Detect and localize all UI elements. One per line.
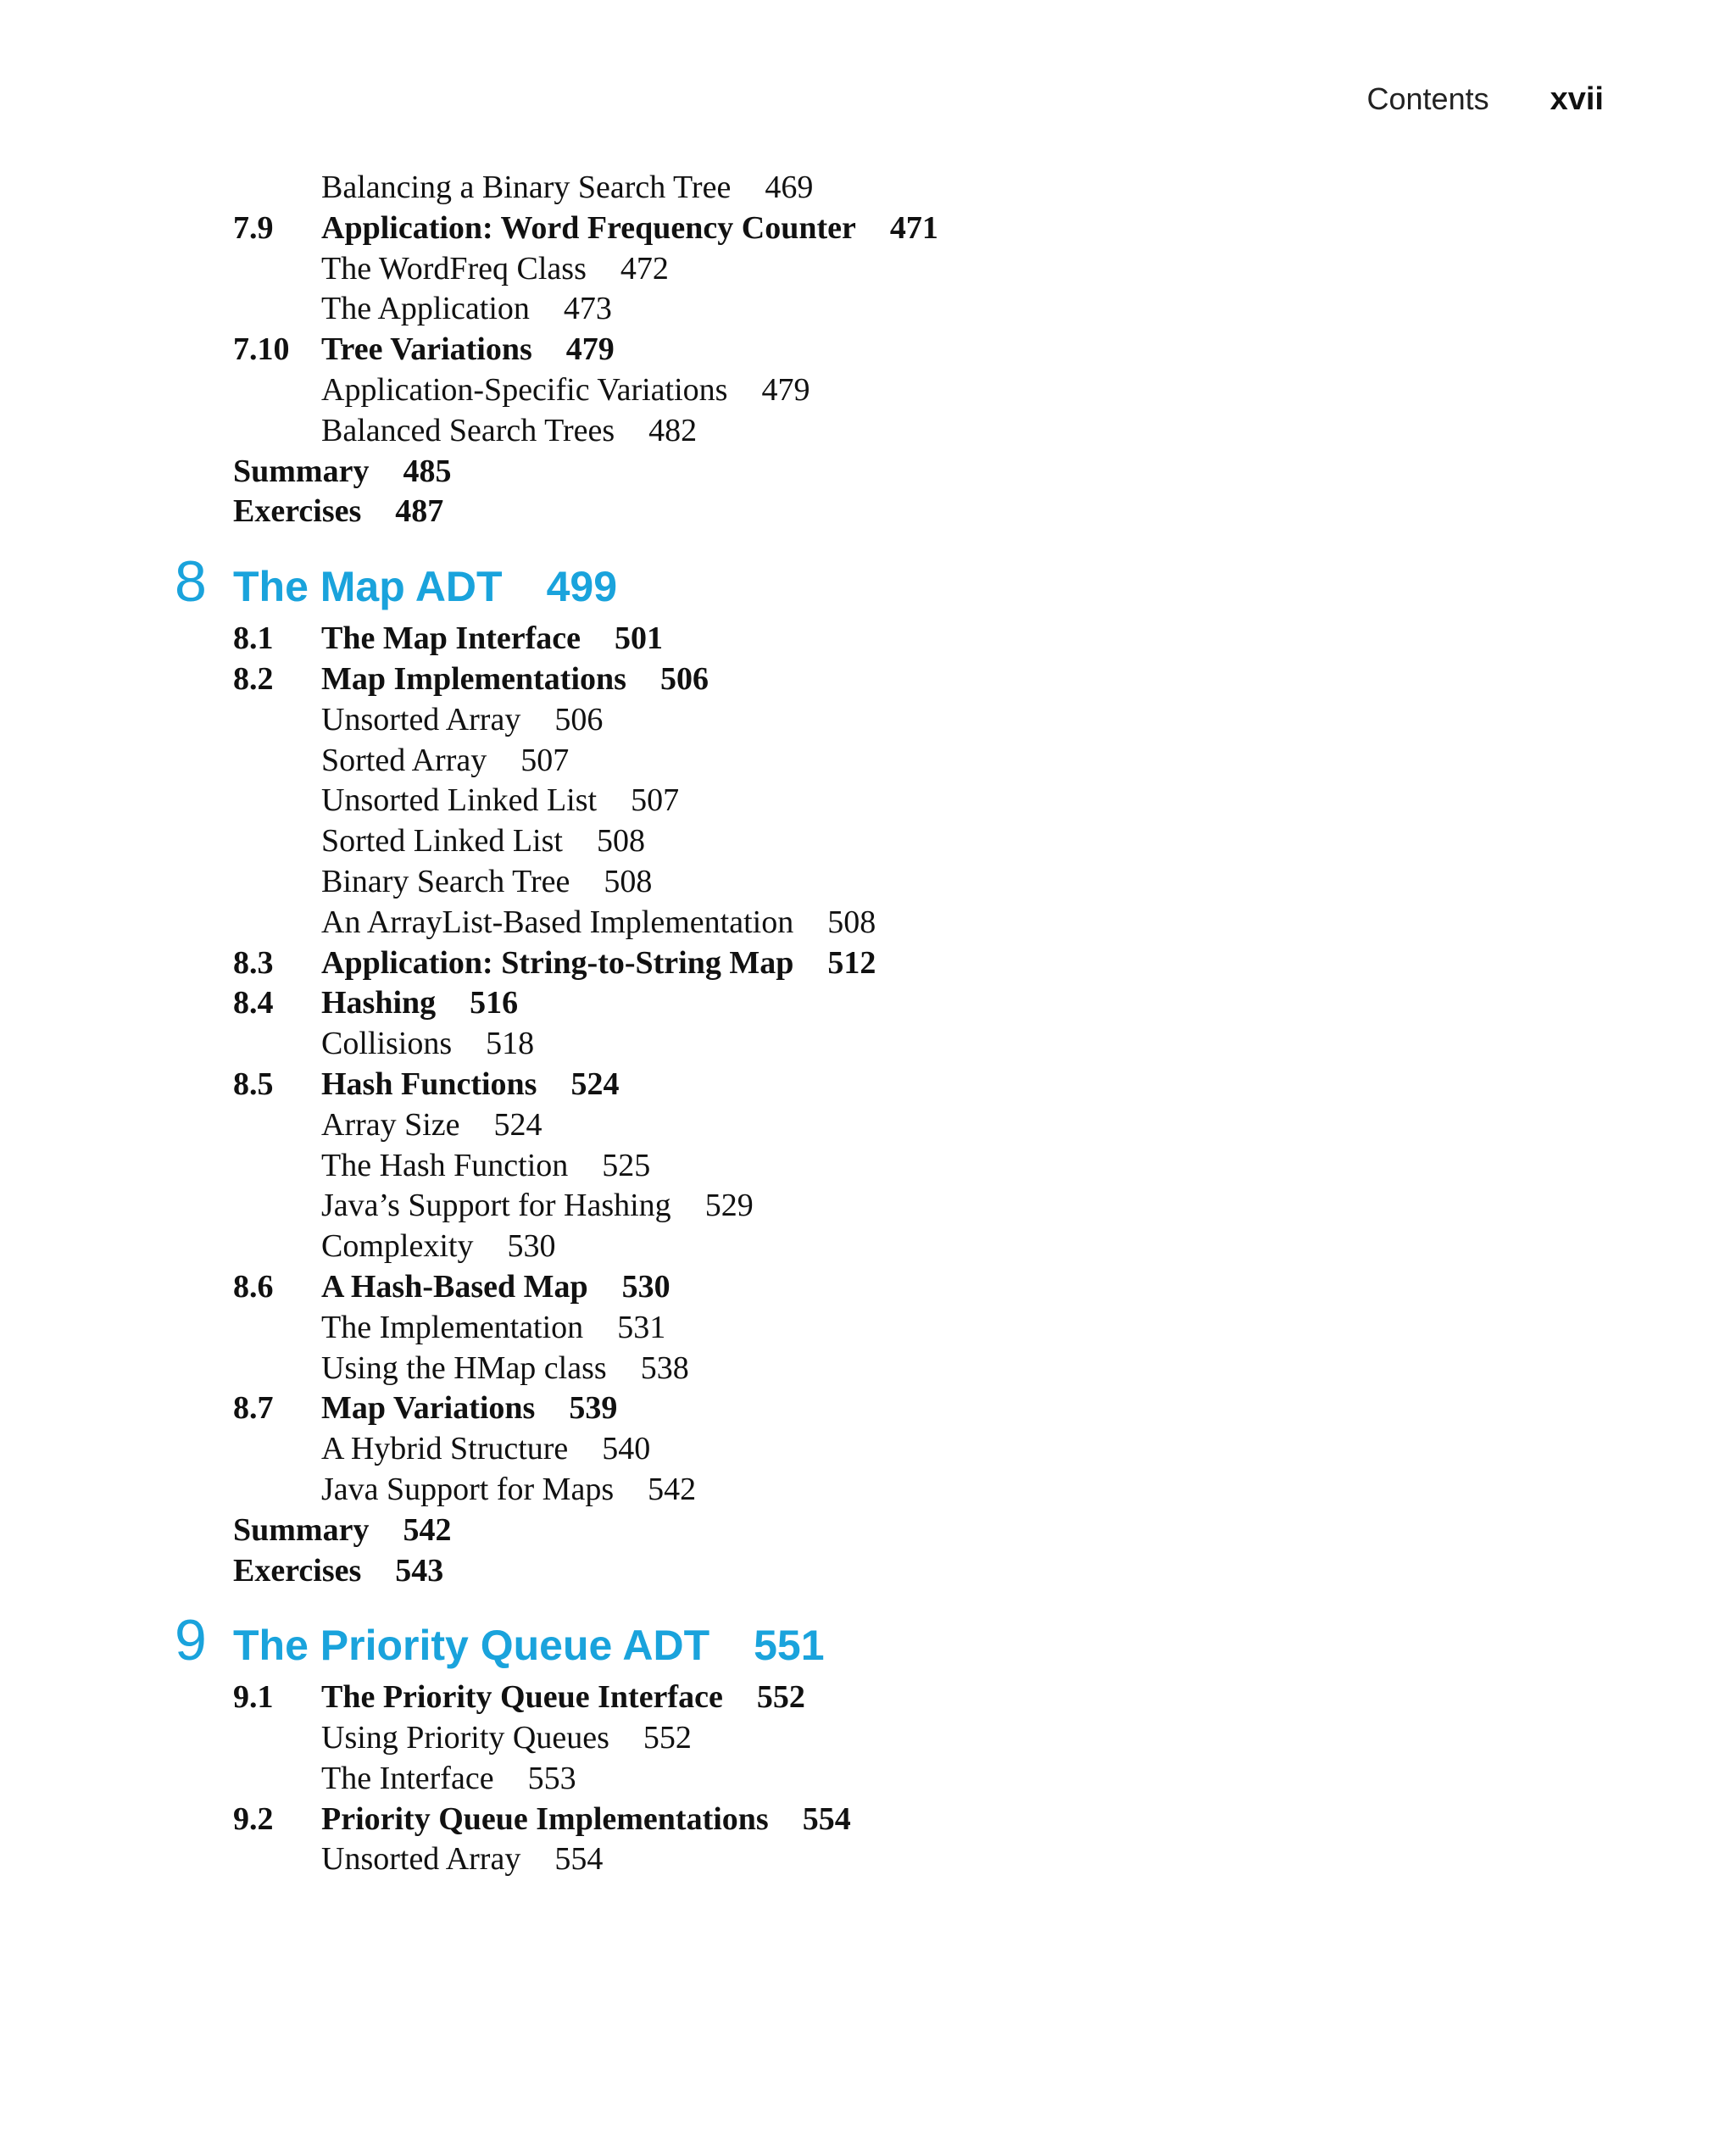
toc-page: 529 (704, 1188, 754, 1224)
toc-subsection (0, 903, 1736, 943)
toc-title: Unsorted Linked List (321, 782, 598, 819)
chapter-heading (0, 548, 1736, 615)
toc-subsection (0, 862, 1736, 903)
toc-page: 485 (403, 453, 452, 489)
toc-page: 473 (563, 291, 612, 327)
toc-title: Summary (233, 453, 370, 489)
toc-title: An ArrayList-Based Implementation (321, 904, 794, 940)
toc-section (0, 943, 1736, 984)
toc-page: 531 (617, 1309, 666, 1345)
toc-end-matter (0, 1511, 1736, 1551)
toc-subsection (0, 1470, 1736, 1511)
toc-subsection (0, 1349, 1736, 1389)
toc-title: Exercises (233, 1552, 362, 1589)
toc-section (0, 1388, 1736, 1429)
toc-title: The Priority Queue Interface (321, 1679, 723, 1716)
toc-subsection (0, 700, 1736, 741)
toc-title: The Map Interface (321, 620, 581, 657)
toc-title: Binary Search Tree (321, 863, 570, 899)
toc-page: 487 (395, 493, 444, 530)
chapter-title: The Map ADT (233, 563, 503, 611)
toc-subsection (0, 289, 1736, 330)
toc-page: 472 (620, 250, 669, 287)
toc-page: 554 (554, 1841, 604, 1878)
toc-section (0, 659, 1736, 700)
toc-subsection (0, 411, 1736, 452)
toc-page: 530 (621, 1268, 670, 1305)
toc-page: 553 (527, 1760, 576, 1796)
toc-title: Hash Functions (321, 1066, 537, 1102)
section-number: 9.1 (233, 1679, 274, 1716)
toc-subsection (0, 821, 1736, 862)
section-number: 8.5 (233, 1066, 274, 1102)
toc-subsection (0, 249, 1736, 290)
toc-title: Hashing (321, 985, 437, 1021)
toc-subsection (0, 1105, 1736, 1146)
toc-section (0, 1678, 1736, 1718)
section-number: 8.7 (233, 1390, 274, 1427)
section-number: 8.2 (233, 660, 274, 697)
toc-page: 512 (827, 944, 876, 981)
toc-subsection (0, 1759, 1736, 1800)
toc-title: Collisions (321, 1026, 453, 1062)
toc-section (0, 619, 1736, 659)
toc-section (0, 1800, 1736, 1840)
toc-subsection (0, 1839, 1736, 1880)
toc-page: 508 (827, 904, 876, 940)
toc-page: 552 (756, 1679, 805, 1716)
toc-title: The WordFreq Class (321, 250, 587, 287)
chapter-title: The Priority Queue ADT (233, 1622, 710, 1670)
toc-subsection (0, 1186, 1736, 1227)
toc-page: 507 (520, 742, 570, 778)
toc-page: 542 (403, 1511, 452, 1548)
chapter-heading (0, 1606, 1736, 1674)
running-header (1367, 81, 1604, 118)
toc-page: 482 (648, 412, 698, 448)
toc-section (0, 983, 1736, 1024)
toc-title: Balanced Search Trees (321, 412, 615, 448)
table-of-contents (0, 168, 1736, 1880)
toc-page: 542 (648, 1471, 697, 1507)
toc-page: 479 (761, 371, 810, 408)
toc-subsection (0, 370, 1736, 411)
section-number: 8.4 (233, 985, 274, 1021)
toc-end-matter (0, 492, 1736, 532)
toc-title: Using Priority Queues (321, 1720, 609, 1756)
toc-page: 543 (395, 1552, 444, 1589)
toc-page: 469 (765, 170, 814, 205)
toc-title: Balancing a Binary Search Tree (321, 170, 732, 205)
toc-subsection (0, 1146, 1736, 1187)
toc-subsection (0, 1227, 1736, 1267)
toc-title: Map Variations (321, 1390, 536, 1427)
section-number: 8.1 (233, 620, 274, 657)
toc-title: Application: Word Frequency Counter (321, 209, 856, 246)
toc-end-matter (0, 452, 1736, 492)
toc-page: 507 (631, 782, 680, 819)
toc-page: 479 (565, 331, 615, 368)
toc-title: The Hash Function (321, 1147, 569, 1183)
toc-page: 552 (643, 1720, 692, 1756)
toc-subsection (0, 1308, 1736, 1349)
toc-page: 525 (602, 1147, 651, 1183)
toc-title: The Implementation (321, 1309, 584, 1345)
toc-subsection (0, 741, 1736, 782)
section-number: 8.3 (233, 944, 274, 981)
toc-title: Java’s Support for Hashing (321, 1188, 671, 1224)
toc-title: A Hybrid Structure (321, 1431, 569, 1467)
toc-title: The Application (321, 291, 530, 327)
chapter-number: 9 (175, 1608, 207, 1673)
chapter-number: 8 (175, 549, 207, 615)
toc-title: Sorted Linked List (321, 823, 563, 860)
toc-section (0, 330, 1736, 370)
toc-title: Sorted Array (321, 742, 487, 778)
toc-page: 518 (486, 1026, 535, 1062)
toc-title: Tree Variations (321, 331, 532, 368)
toc-page: 524 (570, 1066, 620, 1102)
toc-page: 524 (493, 1106, 542, 1143)
toc-title: Map Implementations (321, 660, 626, 697)
toc-page: 501 (615, 620, 664, 657)
toc-subsection (0, 168, 1736, 209)
toc-title: Priority Queue Implementations (321, 1800, 769, 1837)
toc-section (0, 1065, 1736, 1105)
toc-title: Unsorted Array (321, 701, 521, 737)
toc-page: 554 (802, 1800, 851, 1837)
toc-title: Unsorted Array (321, 1841, 521, 1878)
toc-subsection (0, 781, 1736, 821)
toc-title: Java Support for Maps (321, 1471, 615, 1507)
toc-title: Application-Specific Variations (321, 371, 728, 408)
toc-section (0, 209, 1736, 249)
toc-section (0, 1267, 1736, 1308)
toc-page: 540 (602, 1431, 651, 1467)
chapter-page: 551 (754, 1622, 825, 1670)
page-number: xvii (1550, 81, 1604, 117)
toc-page: 471 (889, 209, 938, 246)
running-title: Contents (1366, 81, 1489, 116)
toc-page: 530 (507, 1228, 556, 1265)
toc-title: Summary (233, 1511, 370, 1548)
toc-title: A Hash-Based Map (321, 1268, 588, 1305)
toc-subsection (0, 1024, 1736, 1065)
section-number: 7.10 (233, 331, 290, 368)
toc-title: Array Size (321, 1106, 460, 1143)
chapter-page: 499 (546, 563, 618, 611)
toc-page: 506 (554, 701, 604, 737)
toc-subsection (0, 1429, 1736, 1470)
toc-page: 538 (640, 1349, 689, 1386)
section-number: 8.6 (233, 1268, 274, 1305)
toc-page: 506 (659, 660, 709, 697)
section-number: 7.9 (233, 209, 274, 246)
toc-title: Complexity (321, 1228, 474, 1265)
toc-title: The Interface (321, 1760, 494, 1796)
toc-title: Using the HMap class (321, 1349, 607, 1386)
toc-subsection (0, 1718, 1736, 1759)
toc-title: Application: String-to-String Map (321, 944, 794, 981)
toc-page: 508 (604, 863, 653, 899)
toc-title: Exercises (233, 493, 362, 530)
section-number: 9.2 (233, 1800, 274, 1837)
toc-end-matter (0, 1551, 1736, 1592)
toc-page: 516 (470, 985, 519, 1021)
toc-page: 508 (596, 823, 645, 860)
toc-page: 539 (569, 1390, 618, 1427)
